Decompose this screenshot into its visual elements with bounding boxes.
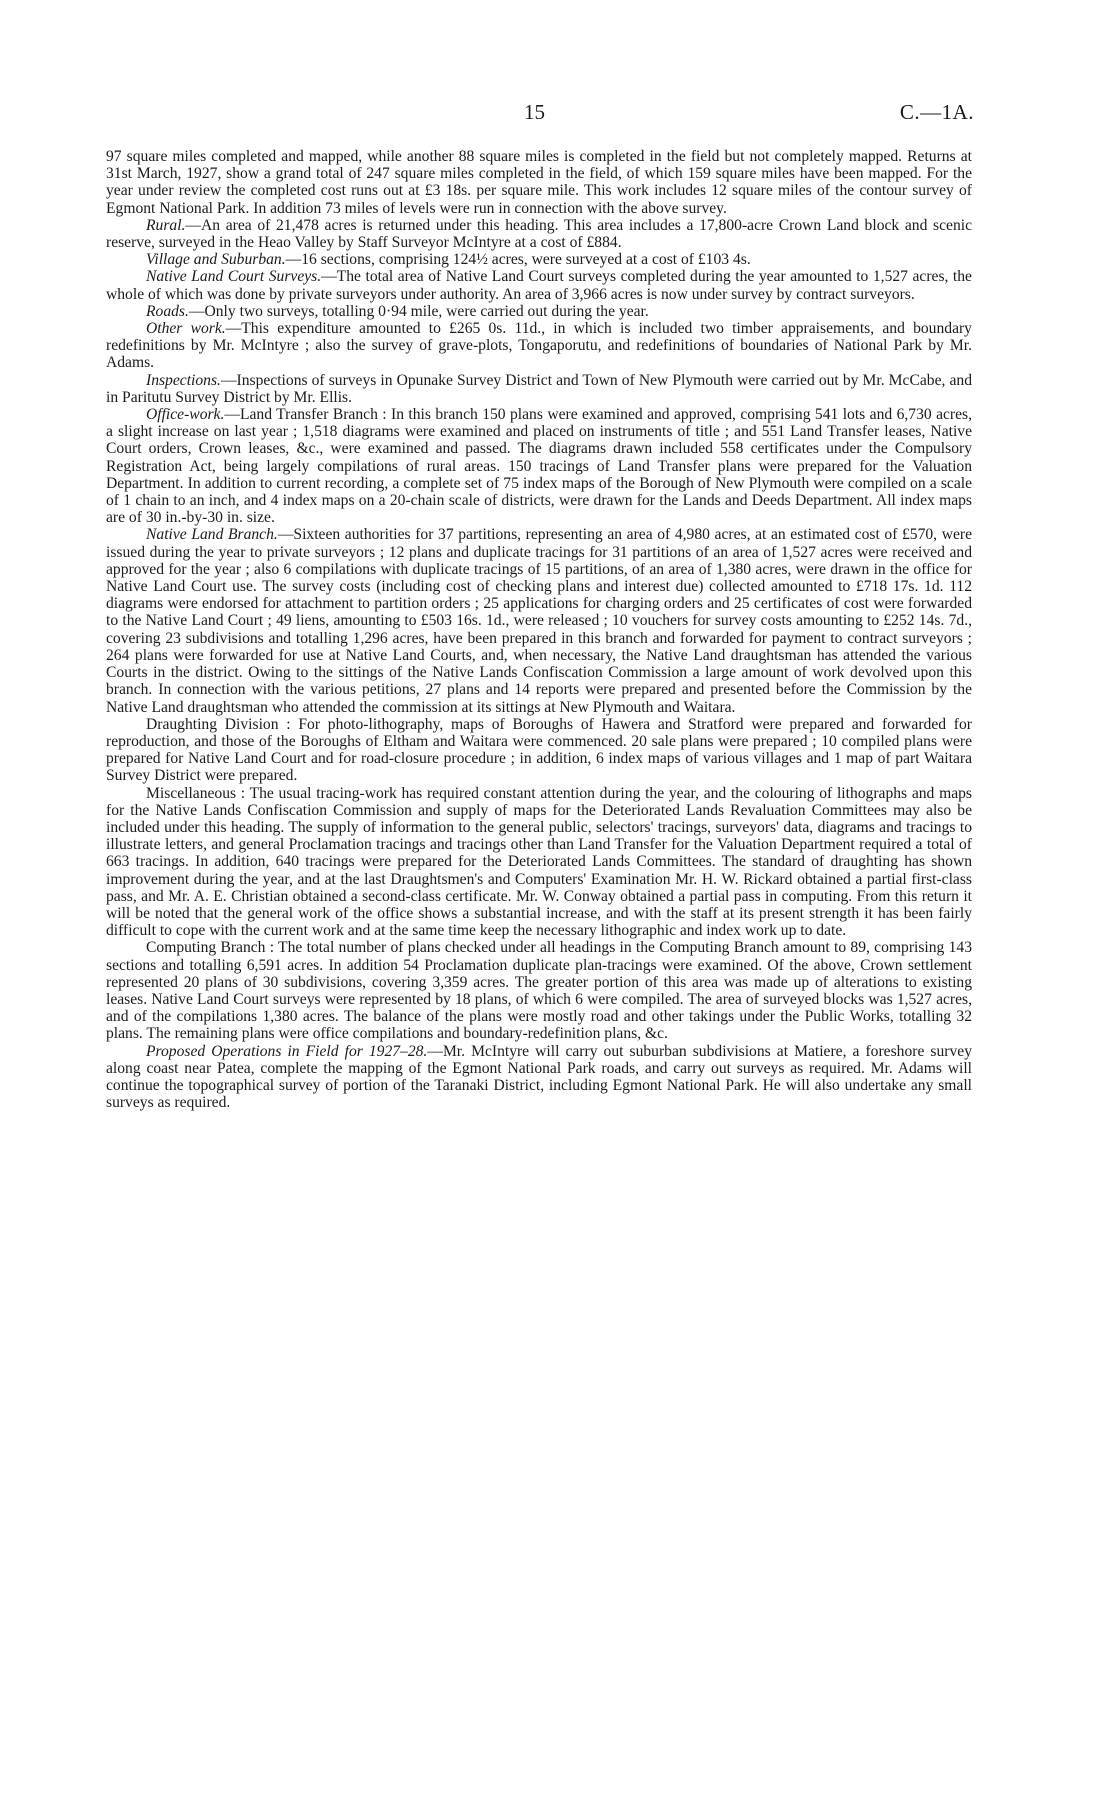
- paragraph-heading: Inspections.: [146, 371, 221, 389]
- paragraph-text: —Sixteen authorities for 37 partitions, representing an area of 4,980 acres, at an estimated cost of £570, were issued during the year to private surveyors ; 12 plans and duplicate tracings for 31 partitions of an area of 1,527 acres were received and approved for the year ; also 6 compilations with duplicate tracings of 15 partitions, of an area of 1,380 acres, were drawn in the office for Native Land Court use. The survey costs (including cost of checking plans and interest due) collected amounted to £718 17s. 1d. 112 diagrams were endorsed for attachment to partition orders ; 25 applications for charging orders and 25 certificates of cost were forwarded to the Native Land Court ; 49 liens, amounting to £503 16s. 1d., were released ; 10 vouchers for survey costs amounting to £252 14s. 7d., covering 23 subdivisions and totalling 1,296 acres, have been prepared in this branch and forwarded for payment to contract surveyors ; 264 plans were forwarded for use at Native Land Courts, and, when necessary, the Native Land draughtsman has attended the various Courts in the district. Owing to the sittings of the Native Lands Confiscation Commission a large amount of work devolved upon this branch. In connection with the various petitions, 27 plans and 14 reports were prepared and presented before the Commission by the Native Land draughtsman who attended the commission at its sittings at New Plymouth and Waitara.: [106, 526, 972, 716]
- paragraph-text: —Only two surveys, totalling 0·94 mile, were carried out during the year.: [188, 302, 649, 320]
- paragraph-text: —Land Transfer Branch : In this branch 150 plans were examined and approved, comprising 541 lots and 6,730 acres, a slight increase on last year ; 1,518 diagrams were examined and placed on instruments of title ; and 551 Land Transfer leases, Native Court orders, Crown leases, &c., were examined and passed. The diagrams drawn included 558 certificates under the Compulsory Registration Act, being largely compilations of rural areas. 150 tracings of Land Transfer plans were prepared for the Valuation Department. In addition to current recording, a complete set of 75 index maps of the Borough of New Plymouth were compiled on a scale of 1 chain to an inch, and 4 index maps on a 20-chain scale of districts, were drawn for the Lands and Deeds Department. All index maps are of 30 in.-by-30 in. size.: [106, 406, 972, 527]
- paragraph-village-suburban: [106, 251, 972, 268]
- paragraph-text: —16 sections, comprising 124½ acres, were surveyed at a cost of £103 4s.: [285, 251, 751, 269]
- paragraph-native-land-branch: [106, 526, 972, 715]
- paragraph-draughting-division: [106, 716, 972, 785]
- page-header: [0, 100, 1114, 130]
- paragraph-heading: Other work.: [146, 320, 226, 338]
- paragraph-rural: [106, 217, 972, 251]
- paragraph-text: —This expenditure amounted to £265 0s. 11d., in which is included two timber appraisements, and boundary redefinitions by Mr. McIntyre ; also the survey of grave-plots, Tongaporutu, and redefinitions of boundaries of National Park by Mr. Adams.: [106, 320, 972, 372]
- paragraph-heading: Roads.: [146, 302, 189, 320]
- paragraph-office-work: [106, 406, 972, 526]
- paragraph-heading: Village and Suburban.: [146, 251, 286, 269]
- paragraph-computing-branch: [106, 939, 972, 1042]
- paragraph-miscellaneous: [106, 785, 972, 940]
- paragraph-text: —Mr. McIntyre will carry out suburban subdivisions at Matiere, a foreshore survey along coast near Patea, complete the mapping of the Egmont National Park roads, and carry out surveys as required. Mr. Adams will continue the topographical survey of portion of the Taranaki District, including Egmont National Park. He will also undertake any small surveys as required.: [106, 1042, 972, 1112]
- paragraph-inspections: [106, 372, 972, 406]
- paragraph-text: —Inspections of surveys in Opunake Survey District and Town of New Plymouth were carried out by Mr. McCabe, and in Paritutu Survey District by Mr. Ellis.: [106, 371, 972, 406]
- paragraph-heading: Native Land Court Surveys.: [146, 268, 322, 286]
- document-body: [106, 148, 972, 1111]
- paragraph-roads: [106, 303, 972, 320]
- paragraph-text: —The total area of Native Land Court surveys completed during the year amounted to 1,527 acres, the whole of which was done by private surveyors under authority. An area of 3,966 acres is now under survey by contract surveyors.: [106, 268, 972, 303]
- paragraph-text: 97 square miles completed and mapped, while another 88 square miles is completed in the field but not completely mapped. Returns at 31st March, 1927, show a grand total of 247 square miles completed in the field, of which 159 square miles have been mapped. For the year under review the completed cost runs out at £3 18s. per square mile. This work includes 12 square miles of the contour survey of Egmont National Park. In addition 73 miles of levels were run in connection with the above survey.: [106, 148, 972, 217]
- paragraph-text: Draughting Division : For photo-lithography, maps of Boroughs of Hawera and Stratford were prepared and forwarded for reproduction, and those of the Boroughs of Eltham and Waitara were commenced. 20 sale plans were prepared ; 10 compiled plans were prepared for Native Land Court and for road-closure procedure ; in addition, 6 index maps of various villages and 1 map of part Waitara Survey District were prepared.: [106, 715, 972, 785]
- paragraph-contour-survey: [106, 148, 972, 217]
- paragraph-heading: Office-work.: [146, 406, 225, 424]
- paragraph-heading: Proposed Operations in Field for 1927–28.: [146, 1042, 428, 1060]
- paragraph-text: —An area of 21,478 acres is returned under this heading. This area includes a 17,800-acre Crown Land block and scenic reserve, surveyed in the Heao Valley by Staff Surveyor McIntyre at a cost of £884.: [106, 216, 972, 252]
- paragraph-text: Computing Branch : The total number of plans checked under all headings in the Computing Branch amount to 89, comprising 143 sections and totalling 6,591 acres. In addition 54 Proclamation duplicate plan-tracings were examined. Of the above, Crown settlement represented 20 plans of 30 subdivisions, covering 3,359 acres. The greater portion of this area was made up of alterations to existing leases. Native Land Court surveys were represented by 18 plans, of which 6 were compiled. The area of surveyed blocks was 1,527 acres, and of the compilations 1,380 acres. The balance of the plans were mostly road and other takings under the Public Works, totalling 32 plans. The remaining plans were office compilations and boundary-redefinition plans, &c.: [106, 939, 972, 1043]
- paragraph-other-work: [106, 320, 972, 372]
- document-reference: C.—1A.: [899, 100, 974, 124]
- paragraph-native-land-court-surveys: [106, 268, 972, 302]
- paragraph-text: Miscellaneous : The usual tracing-work has required constant attention during the year, and the colouring of lithographs and maps for the Native Lands Confiscation Commission and supply of maps for the Deteriorated Lands Revaluation Committees may also be included under this heading. The supply of information to the general public, selectors' tracings, surveyors' data, diagrams and tracings to illustrate letters, and general Proclamation tracings and tracings other than Land Transfer for the Valuation Department required a total of 663 tracings. In addition, 640 tracings were prepared for the Deteriorated Lands Committees. The standard of draughting has shown improvement during the year, and at the last Draughtsmen's and Computers' Examination Mr. H. W. Rickard obtained a partial first-class pass, and Mr. A. E. Christian obtained a second-class certificate. Mr. W. Conway obtained a partial pass in computing. From this return it will be noted that the general work of the office shows a substantial increase, and with the staff at its present strength it has been fairly difficult to cope with the current work and at the same time keep the necessary lithographic and index work up to date.: [106, 784, 972, 940]
- paragraph-proposed-operations: [106, 1043, 972, 1112]
- page-number: 15: [524, 100, 545, 124]
- paragraph-heading: Native Land Branch.: [146, 526, 278, 544]
- paragraph-heading: Rural.: [146, 216, 186, 234]
